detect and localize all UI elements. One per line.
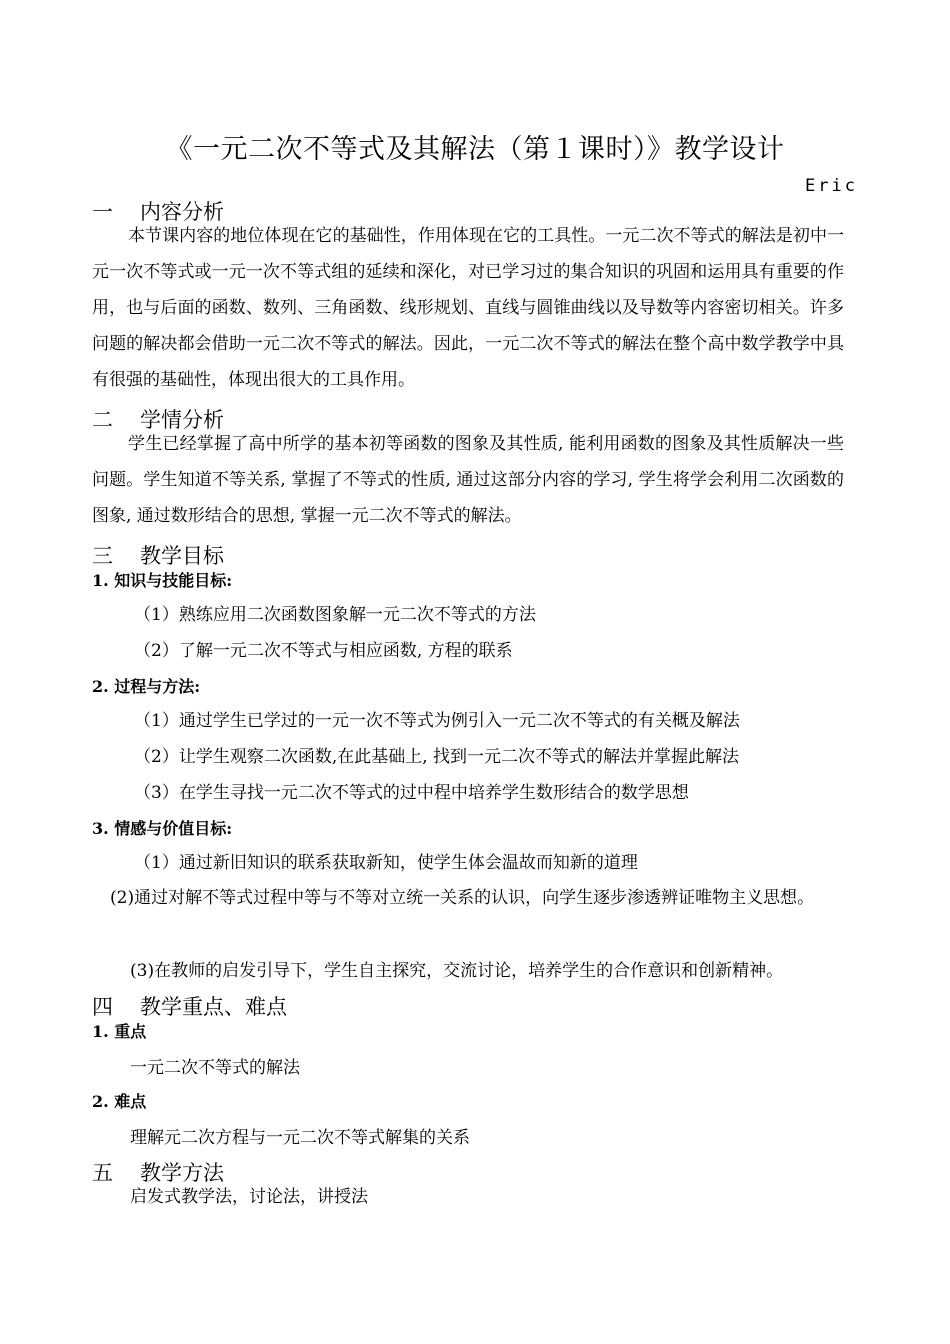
list-item: （2）让学生观察二次函数,在此基础上, 找到一元二次不等式的解法并掌握此解法 (134, 747, 740, 767)
author-name: Eric (805, 176, 858, 196)
list-item: （3）在学生寻找一元二次不等式的过中程中培养学生数形结合的数学思想 (134, 783, 689, 803)
difficulty-text: 理解元二次方程与一元二次不等式解集的关系 (130, 1128, 470, 1148)
section-heading-teaching-goals (92, 541, 224, 571)
subheading-process-methods: 2. 过程与方法: (92, 677, 201, 696)
list-item: (3)在教师的启发引导下，学生自主探究，交流讨论，培养学生的合作意识和创新精神。 (130, 961, 784, 981)
student-analysis-paragraph: 学生已经掌握了高中所学的基本初等函数的图象及其性质, 能利用函数的图象及其性质解决一些问题。学生知道不等关系, 掌握了不等式的性质, 通过这部分内容的学习, 学生将学会利用二次函数的图象, 通过数形结合的思想, 掌握一元二次不等式的解法。 (92, 434, 844, 526)
document-title: 《一元二次不等式及其解法（第１课时）》教学设计 (165, 134, 785, 165)
section-number: 四 (92, 995, 113, 1019)
section-number: 三 (92, 544, 113, 568)
list-item: (2)通过对解不等式过程中等与不等对立统一关系的认识，向学生逐步渗透辨证唯物主义思想。 (110, 888, 815, 908)
subheading-difficulty: 2. 难点 (92, 1092, 147, 1111)
list-item: （1）熟练应用二次函数图象解一元二次不等式的方法 (134, 605, 536, 625)
section-number: 一 (92, 200, 113, 224)
section-number: 二 (92, 408, 113, 432)
subheading-key-point: 1. 重点 (92, 1022, 147, 1041)
list-item: （1）通过新旧知识的联系获取新知，使学生体会温故而知新的道理 (134, 853, 638, 873)
section-title: 内容分析 (140, 200, 224, 224)
teaching-methods-text: 启发式教学法，讨论法，讲授法 (130, 1187, 368, 1207)
content-analysis-paragraph: 本节课内容的地位体现在它的基础性，作用体现在它的工具性。一元二次不等式的解法是初中一元一次不等式或一元一次不等式组的延续和深化，对已学习过的集合知识的巩固和运用具有重要的作用，也与后面的函数、数列、三角函数、线形规划、直线与圆锥曲线以及导数等内容密切相关。许多问题的解决都会借助一元二次不等式的解法。因此，一元二次不等式的解法在整个高中数学教学中具有很强的基础性，体现出很大的工具作用。 (92, 226, 844, 390)
subheading-knowledge-skills: 1. 知识与技能目标: (92, 571, 233, 590)
list-item: （2）了解一元二次不等式与相应函数, 方程的联系 (134, 641, 513, 661)
section-title: 学情分析 (140, 408, 224, 432)
section-title: 教学目标 (140, 544, 224, 568)
section-title: 教学重点、难点 (140, 995, 287, 1019)
section-title: 教学方法 (140, 1161, 224, 1185)
key-point-text: 一元二次不等式的解法 (130, 1058, 300, 1078)
list-item: （1）通过学生已学过的一元一次不等式为例引入一元二次不等式的有关概及解法 (134, 711, 740, 731)
section-number: 五 (92, 1161, 113, 1185)
subheading-emotion-values: 3. 情感与价值目标: (92, 819, 233, 838)
section-heading-key-points (92, 992, 287, 1022)
